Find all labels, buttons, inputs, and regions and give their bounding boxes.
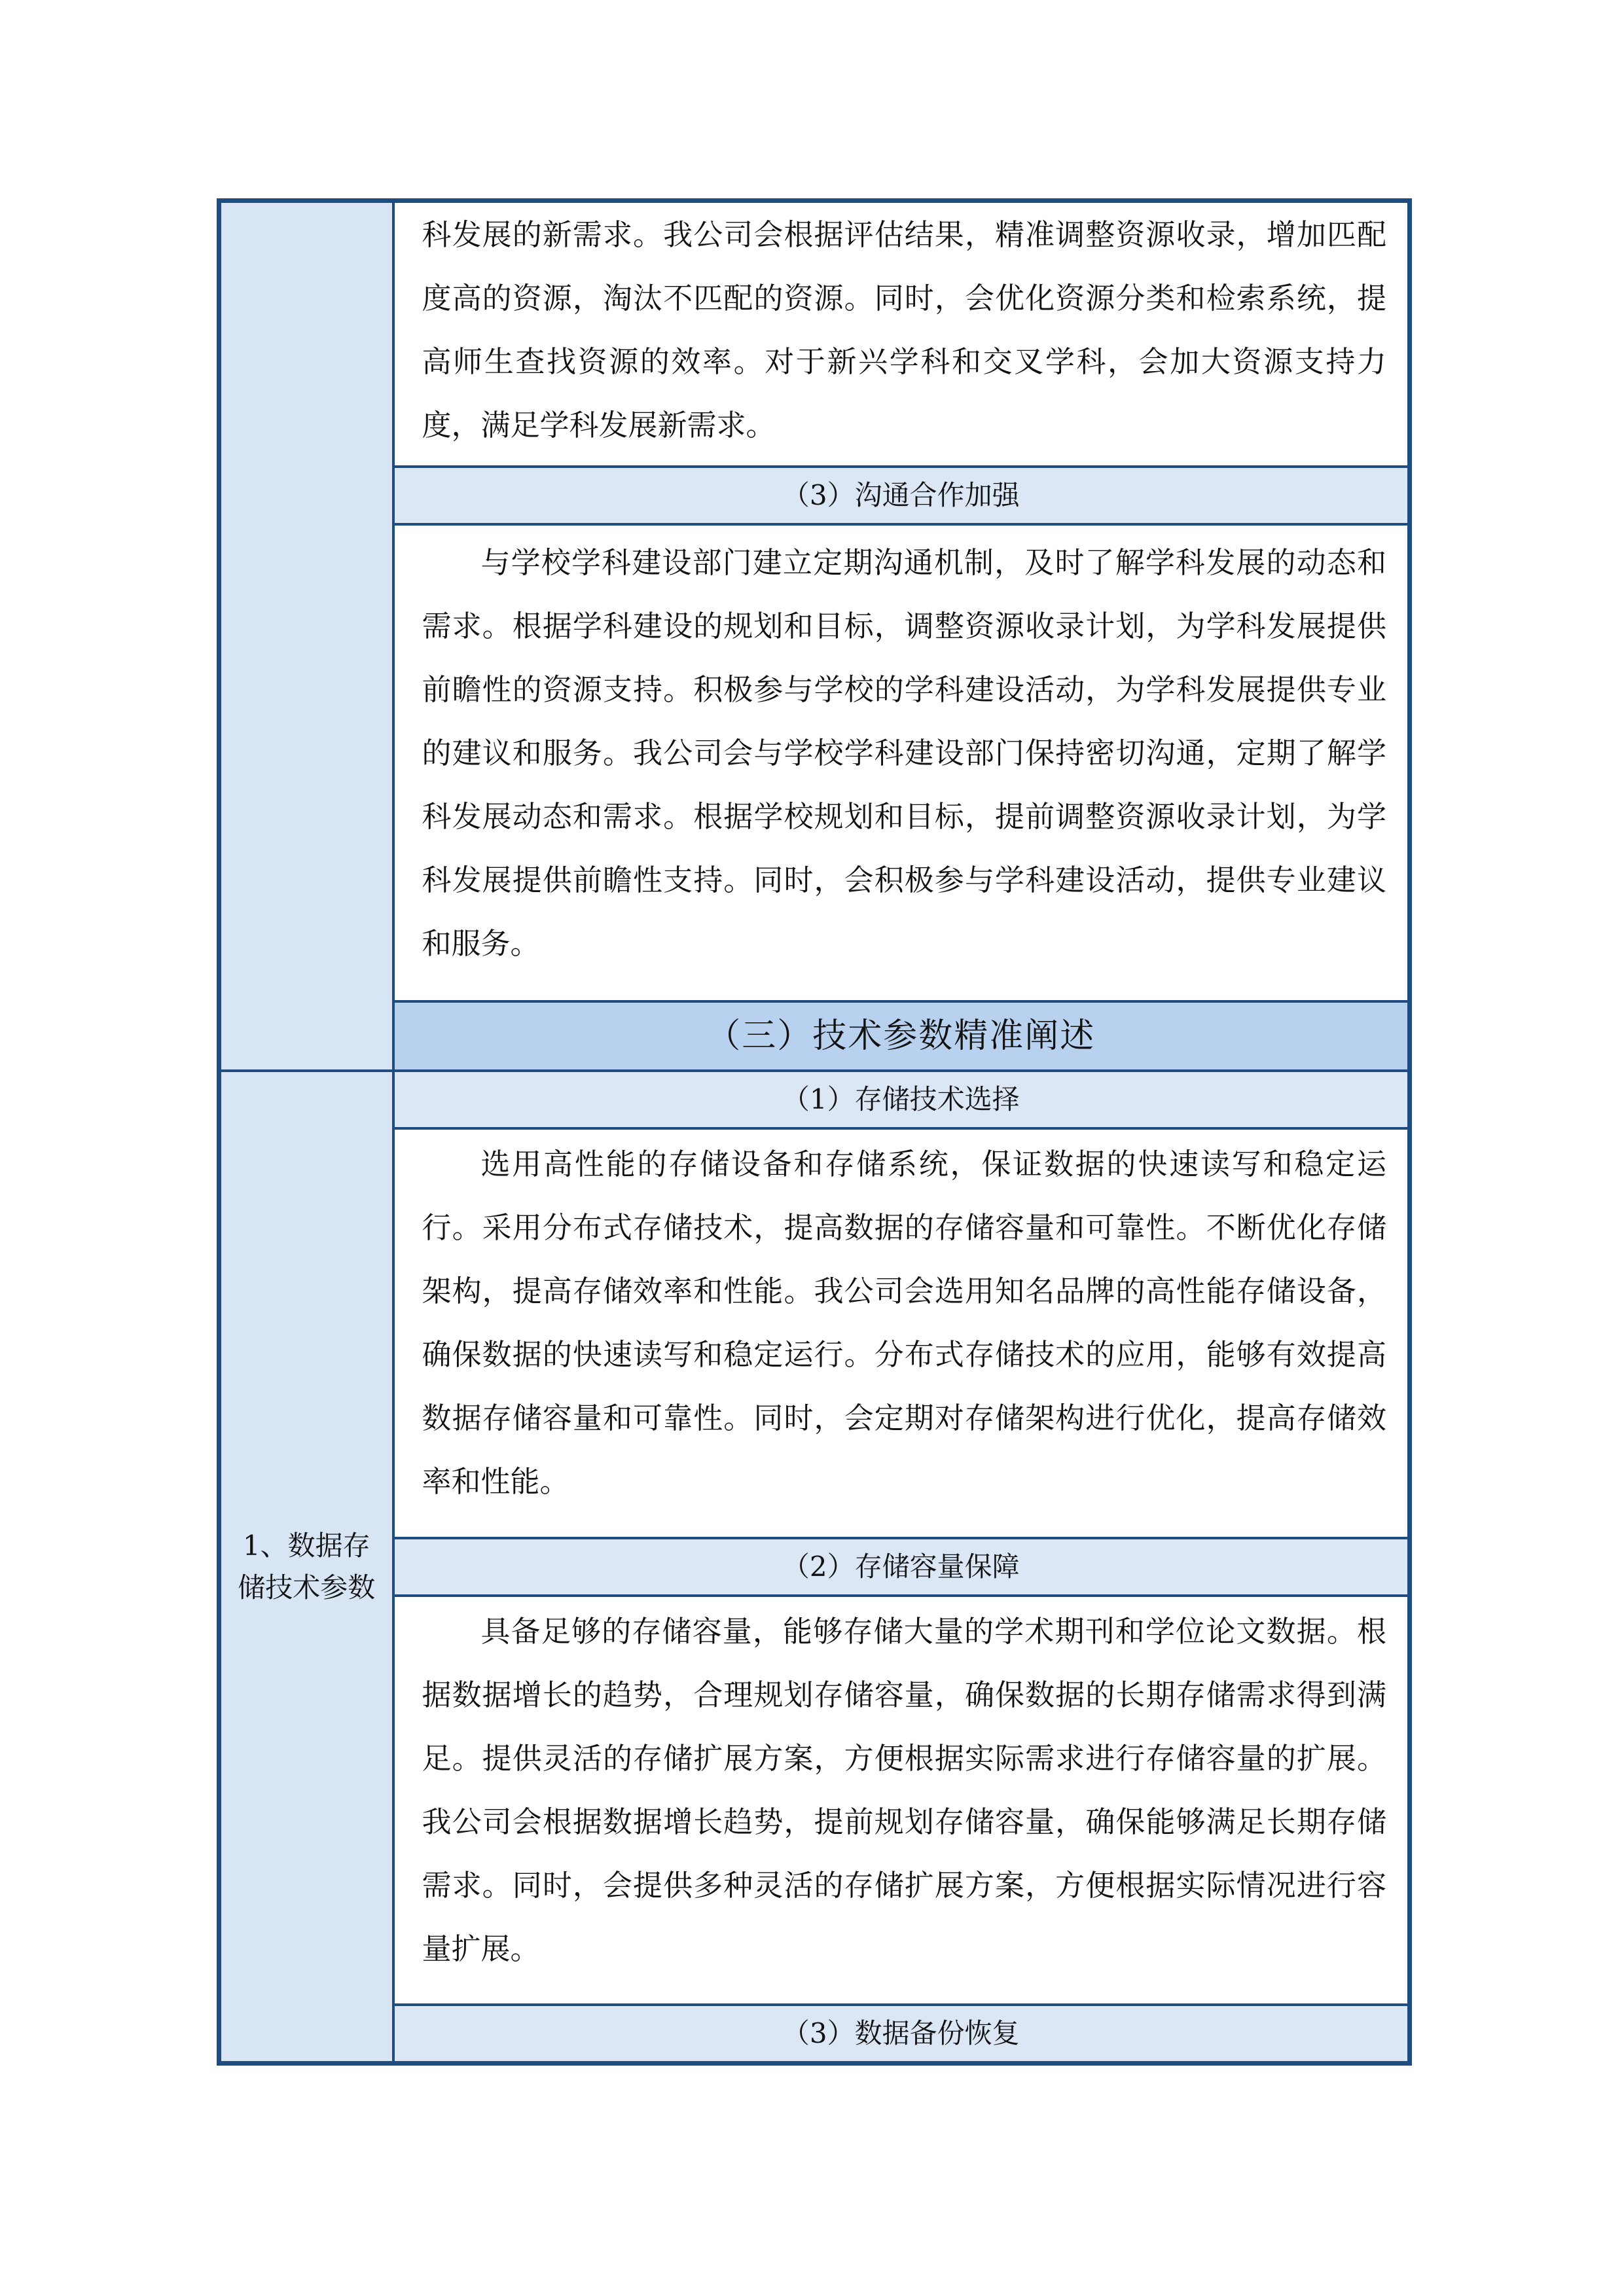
storage-tech-paragraph: 选用高性能的存储设备和存储系统，保证数据的快速读写和稳定运行。采用分布式存储技术，提高数据的存储容量和可靠性。不断优化存储架构，提高存储效率和性能。我公司会选用知名品牌的高性能存储设备，确保数据的快速读写和稳定运行。分布式存储技术的应用，能够有效提高数据存储容量和可靠性。同时，会定期对存储架构进行优化，提高存储效率和性能。	[422, 1147, 1386, 1499]
continued-paragraph: 科发展的新需求。我公司会根据评估结果，精准调整资源收录，增加匹配度高的资源，淘汰不匹配的资源。同时，会优化资源分类和检索系统，提高师生查找资源的效率。对于新兴学科和交叉学科，会加大资源支持力度，满足学科发展新需求。	[422, 217, 1386, 442]
table-row	[219, 1128, 1410, 1538]
text-cell	[393, 1128, 1410, 1538]
left-column-cell-empty	[219, 201, 393, 1071]
row-label-storage: 1、数据存储技术参数	[219, 1071, 393, 2064]
table-row	[219, 201, 1410, 467]
subheading-storage-capacity: （2）存储容量保障	[393, 1538, 1410, 1596]
subheading-communication: （3）沟通合作加强	[393, 467, 1410, 524]
subheading-storage-tech: （1）存储技术选择	[393, 1071, 1410, 1128]
table-row	[219, 1071, 1410, 1128]
table-row	[219, 1538, 1410, 1596]
table-row	[219, 1001, 1410, 1071]
communication-paragraph: 与学校学科建设部门建立定期沟通机制，及时了解学科发展的动态和需求。根据学科建设的规划和目标，调整资源收录计划，为学科发展提供前瞻性的资源支持。积极参与学校的学科建设活动，为学科发展提供专业的建议和服务。我公司会与学校学科建设部门保持密切沟通，定期了解学科发展动态和需求。根据学校规划和目标，提前调整资源收录计划，为学科发展提供前瞻性支持。同时，会积极参与学科建设活动，提供专业建议和服务。	[422, 545, 1386, 961]
subheading-data-backup: （3）数据备份恢复	[393, 2005, 1410, 2064]
table-row	[219, 524, 1410, 1001]
storage-capacity-paragraph: 具备足够的存储容量，能够存储大量的学术期刊和学位论文数据。根据数据增长的趋势，合理规划存储容量，确保数据的长期存储需求得到满足。提供灵活的存储扩展方案，方便根据实际需求进行存储容量的扩展。我公司会根据数据增长趋势，提前规划存储容量，确保能够满足长期存储需求。同时，会提供多种灵活的存储扩展方案，方便根据实际情况进行容量扩展。	[422, 1614, 1386, 1966]
text-cell	[393, 201, 1410, 467]
text-cell	[393, 1596, 1410, 2005]
content-table	[217, 198, 1412, 2066]
text-cell	[393, 524, 1410, 1001]
table-row	[219, 467, 1410, 524]
table-row	[219, 2005, 1410, 2064]
section-heading: （三）技术参数精准阐述	[393, 1001, 1410, 1071]
table-row	[219, 1596, 1410, 2005]
